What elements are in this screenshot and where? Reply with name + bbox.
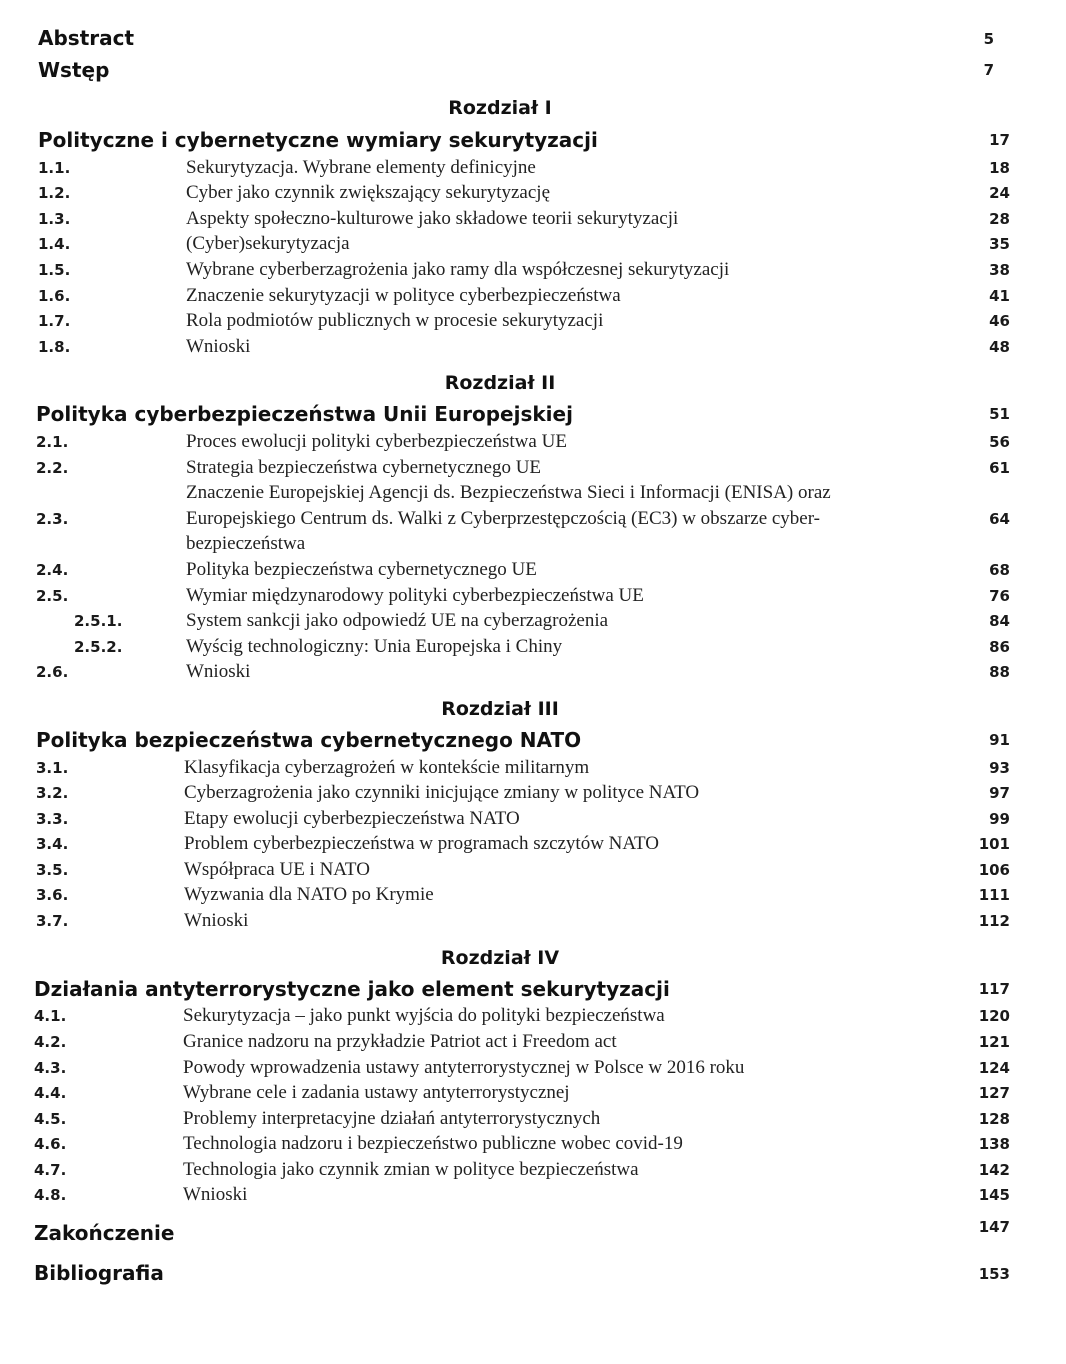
- entry-page: 56: [989, 433, 1010, 451]
- entry-page: 48: [989, 338, 1010, 356]
- entry-number: 4.6.: [34, 1135, 67, 1153]
- toc-entry: [0, 1055, 1066, 1081]
- entry-title: Technologia jako czynnik zmian w polityce bezpieczeństwa: [183, 1159, 639, 1180]
- entry-page: 86: [989, 638, 1010, 656]
- entry-title: Wnioski: [186, 336, 251, 357]
- toc-entry: [0, 231, 1066, 257]
- entry-number: 1.1.: [38, 159, 71, 177]
- entry-number: 3.2.: [36, 784, 69, 802]
- entry-number: 3.5.: [36, 861, 69, 879]
- toc-entry: [0, 1080, 1066, 1106]
- chapter-2-label: Rozdział II: [444, 372, 556, 394]
- toc-entry: [0, 1131, 1066, 1157]
- entry-title: Technologia nadzoru i bezpieczeństwo publiczne wobec covid-19: [183, 1133, 683, 1154]
- entry-page: 145: [978, 1186, 1010, 1204]
- entry-page: 99: [989, 810, 1010, 828]
- entry-title: (Cyber)sekurytyzacja: [186, 233, 350, 254]
- chapter-1-title: Polityczne i cybernetyczne wymiary sekurytyzacji: [38, 128, 598, 152]
- toc-bibliografia-title: Bibliografia: [34, 1261, 164, 1285]
- chapter-2-title: Polityka cyberbezpieczeństwa Unii Europejskiej: [36, 402, 573, 426]
- entry-number: 4.1.: [34, 1007, 67, 1025]
- toc-entry: [0, 257, 1066, 283]
- chapter-3-page: 91: [989, 731, 1010, 749]
- entry-title: Cyberzagrożenia jako czynniki inicjujące zmiany w polityce NATO: [184, 782, 700, 803]
- entry-page: 138: [978, 1135, 1010, 1153]
- entry-page: 97: [989, 784, 1010, 802]
- toc-entry: [0, 608, 1066, 634]
- toc-entry: [0, 557, 1066, 583]
- entry-title: System sankcji jako odpowiedź UE na cyberzagrożenia: [186, 610, 609, 631]
- toc-entry: [0, 1003, 1066, 1029]
- entry-page: 93: [989, 759, 1010, 777]
- toc-abstract-page: 5: [983, 30, 994, 48]
- entry-title: Wybrane cele i zadania ustawy antyterrorystycznej: [183, 1082, 570, 1103]
- entry-title: Wymiar międzynarodowy polityki cyberbezpieczeństwa UE: [186, 585, 644, 606]
- entry-number: 4.2.: [34, 1033, 67, 1051]
- entry-page: 112: [978, 912, 1010, 930]
- chapter-4-page: 117: [978, 980, 1010, 998]
- entry-page: 18: [989, 159, 1010, 177]
- entry-page: 121: [978, 1033, 1010, 1051]
- entry-title: Cyber jako czynnik zwiększający sekurytyzację: [186, 182, 551, 203]
- entry-page: 128: [978, 1110, 1010, 1128]
- toc-entry: [0, 806, 1066, 832]
- chapter-4-title: Działania antyterrorystyczne jako element sekurytyzacji: [34, 977, 670, 1001]
- entry-title-line: Znaczenie Europejskiej Agencji ds. Bezpieczeństwa Sieci i Informacji (ENISA) oraz: [186, 482, 831, 503]
- toc-entry: [0, 831, 1066, 857]
- toc-entry: [0, 308, 1066, 334]
- toc-wstep-page: 7: [983, 61, 994, 79]
- entry-title: Strategia bezpieczeństwa cybernetycznego UE: [186, 457, 542, 478]
- entry-number: 2.6.: [36, 663, 69, 681]
- toc-wstep-title: Wstęp: [38, 58, 110, 82]
- entry-title: Wyzwania dla NATO po Krymie: [184, 884, 434, 905]
- chapter-3-title: Polityka bezpieczeństwa cybernetycznego NATO: [36, 728, 582, 752]
- toc-entry: [0, 506, 1066, 532]
- toc-entry: [0, 180, 1066, 206]
- entry-page: 127: [978, 1084, 1010, 1102]
- toc-entry: [0, 455, 1066, 481]
- entry-title: Znaczenie sekurytyzacji w polityce cyberbezpieczeństwa: [186, 285, 621, 306]
- toc-zakonczenie-page: 147: [978, 1218, 1010, 1236]
- entry-number: 1.6.: [38, 287, 71, 305]
- entry-title-line: Europejskiego Centrum ds. Walki z Cyberprzestępczością (EC3) w obszarze cyber-: [186, 507, 821, 529]
- entry-number: 4.4.: [34, 1084, 67, 1102]
- toc-entry: [0, 1182, 1066, 1208]
- toc-bibliografia-page: 153: [978, 1265, 1010, 1283]
- entry-number: 2.5.: [36, 587, 69, 605]
- toc-entry: [0, 908, 1066, 934]
- entry-title-line: bezpieczeństwa: [186, 533, 306, 554]
- entry-title: Wyścig technologiczny: Unia Europejska i Chiny: [186, 636, 563, 657]
- entry-number: 1.5.: [38, 261, 71, 279]
- chapter-1-page: 17: [989, 131, 1010, 149]
- entry-number: 2.2.: [36, 459, 69, 477]
- entry-title: Proces ewolucji polityki cyberbezpieczeństwa UE: [186, 431, 567, 452]
- entry-title: Aspekty społeczno-kulturowe jako składowe teorii sekurytyzacji: [186, 208, 679, 229]
- entry-page: 38: [989, 261, 1010, 279]
- entry-number: 4.8.: [34, 1186, 67, 1204]
- entry-title: Współpraca UE i NATO: [184, 859, 370, 880]
- entry-number: 2.1.: [36, 433, 69, 451]
- entry-title: Wnioski: [184, 910, 249, 931]
- entry-page: 101: [978, 835, 1010, 853]
- entry-number: 3.1.: [36, 759, 69, 777]
- entry-number: 2.3.: [36, 510, 69, 528]
- toc-entry: [0, 857, 1066, 883]
- entry-page: 24: [989, 184, 1010, 202]
- toc-entry: [0, 780, 1066, 806]
- entry-page: 111: [978, 886, 1010, 904]
- entry-page: 142: [978, 1161, 1010, 1179]
- entry-title: Granice nadzoru na przykładzie Patriot act i Freedom act: [183, 1031, 617, 1052]
- entry-page: 61: [989, 459, 1010, 477]
- entry-title: Sekurytyzacja. Wybrane elementy definicyjne: [186, 157, 536, 178]
- entry-page: 124: [978, 1059, 1010, 1077]
- toc-entry: [0, 429, 1066, 455]
- entry-page: 64: [989, 510, 1010, 528]
- entry-number: 1.8.: [38, 338, 71, 356]
- entry-number: 3.4.: [36, 835, 69, 853]
- entry-title: Wnioski: [186, 661, 251, 682]
- entry-title: Wnioski: [183, 1184, 248, 1205]
- entry-number: 4.3.: [34, 1059, 67, 1077]
- entry-title: Sekurytyzacja – jako punkt wyjścia do polityki bezpieczeństwa: [183, 1005, 665, 1026]
- entry-title: Wybrane cyberberzagrożenia jako ramy dla współczesnej sekurytyzacji: [186, 259, 730, 280]
- toc-entry: [0, 1106, 1066, 1132]
- toc-entry: [0, 206, 1066, 232]
- entry-title: Klasyfikacja cyberzagrożeń w kontekście militarnym: [184, 757, 590, 778]
- entry-number: 3.6.: [36, 886, 69, 904]
- toc-entry: [0, 1029, 1066, 1055]
- entry-number: 4.7.: [34, 1161, 67, 1179]
- toc-entry: [0, 583, 1066, 609]
- entry-page: 84: [989, 612, 1010, 630]
- toc-entry: [0, 283, 1066, 309]
- entry-number: 2.5.2.: [74, 638, 123, 656]
- toc-entry: [0, 882, 1066, 908]
- entry-number: 2.5.1.: [74, 612, 123, 630]
- chapter-3-label: Rozdział III: [441, 698, 559, 720]
- entry-number: 3.3.: [36, 810, 69, 828]
- toc-entry: [0, 659, 1066, 685]
- entry-page: 106: [978, 861, 1010, 879]
- entry-page: 120: [978, 1007, 1010, 1025]
- entry-number: 3.7.: [36, 912, 69, 930]
- toc-abstract-title: Abstract: [38, 26, 135, 50]
- entry-title: Powody wprowadzenia ustawy antyterrorystycznej w Polsce w 2016 roku: [183, 1057, 745, 1078]
- entry-page: 41: [989, 287, 1010, 305]
- entry-title: Etapy ewolucji cyberbezpieczeństwa NATO: [184, 808, 520, 829]
- entry-number: 1.4.: [38, 235, 71, 253]
- toc-entry: [0, 634, 1066, 660]
- toc-entry: [0, 334, 1066, 360]
- entry-number: 2.4.: [36, 561, 69, 579]
- entry-title: Rola podmiotów publicznych w procesie sekurytyzacji: [186, 310, 604, 331]
- entry-number: 1.7.: [38, 312, 71, 330]
- entry-page: 35: [989, 235, 1010, 253]
- entry-page: 68: [989, 561, 1010, 579]
- entry-number: 4.5.: [34, 1110, 67, 1128]
- chapter-4-label: Rozdział IV: [440, 947, 560, 969]
- toc-entry: [0, 1157, 1066, 1183]
- toc-zakonczenie-title: Zakończenie: [34, 1221, 175, 1245]
- entry-number: 1.2.: [38, 184, 71, 202]
- entry-title: Polityka bezpieczeństwa cybernetycznego UE: [186, 559, 537, 580]
- toc-entry: [0, 755, 1066, 781]
- toc-entry: [0, 155, 1066, 181]
- entry-title: Problemy interpretacyjne działań antyterrorystycznych: [183, 1108, 601, 1129]
- entry-page: 28: [989, 210, 1010, 228]
- entry-page: 76: [989, 587, 1010, 605]
- entry-page: 88: [989, 663, 1010, 681]
- entry-title: Problem cyberbezpieczeństwa w programach szczytów NATO: [184, 833, 659, 854]
- entry-number: 1.3.: [38, 210, 71, 228]
- chapter-1-label: Rozdział I: [448, 97, 552, 119]
- chapter-2-page: 51: [989, 405, 1010, 423]
- entry-page: 46: [989, 312, 1010, 330]
